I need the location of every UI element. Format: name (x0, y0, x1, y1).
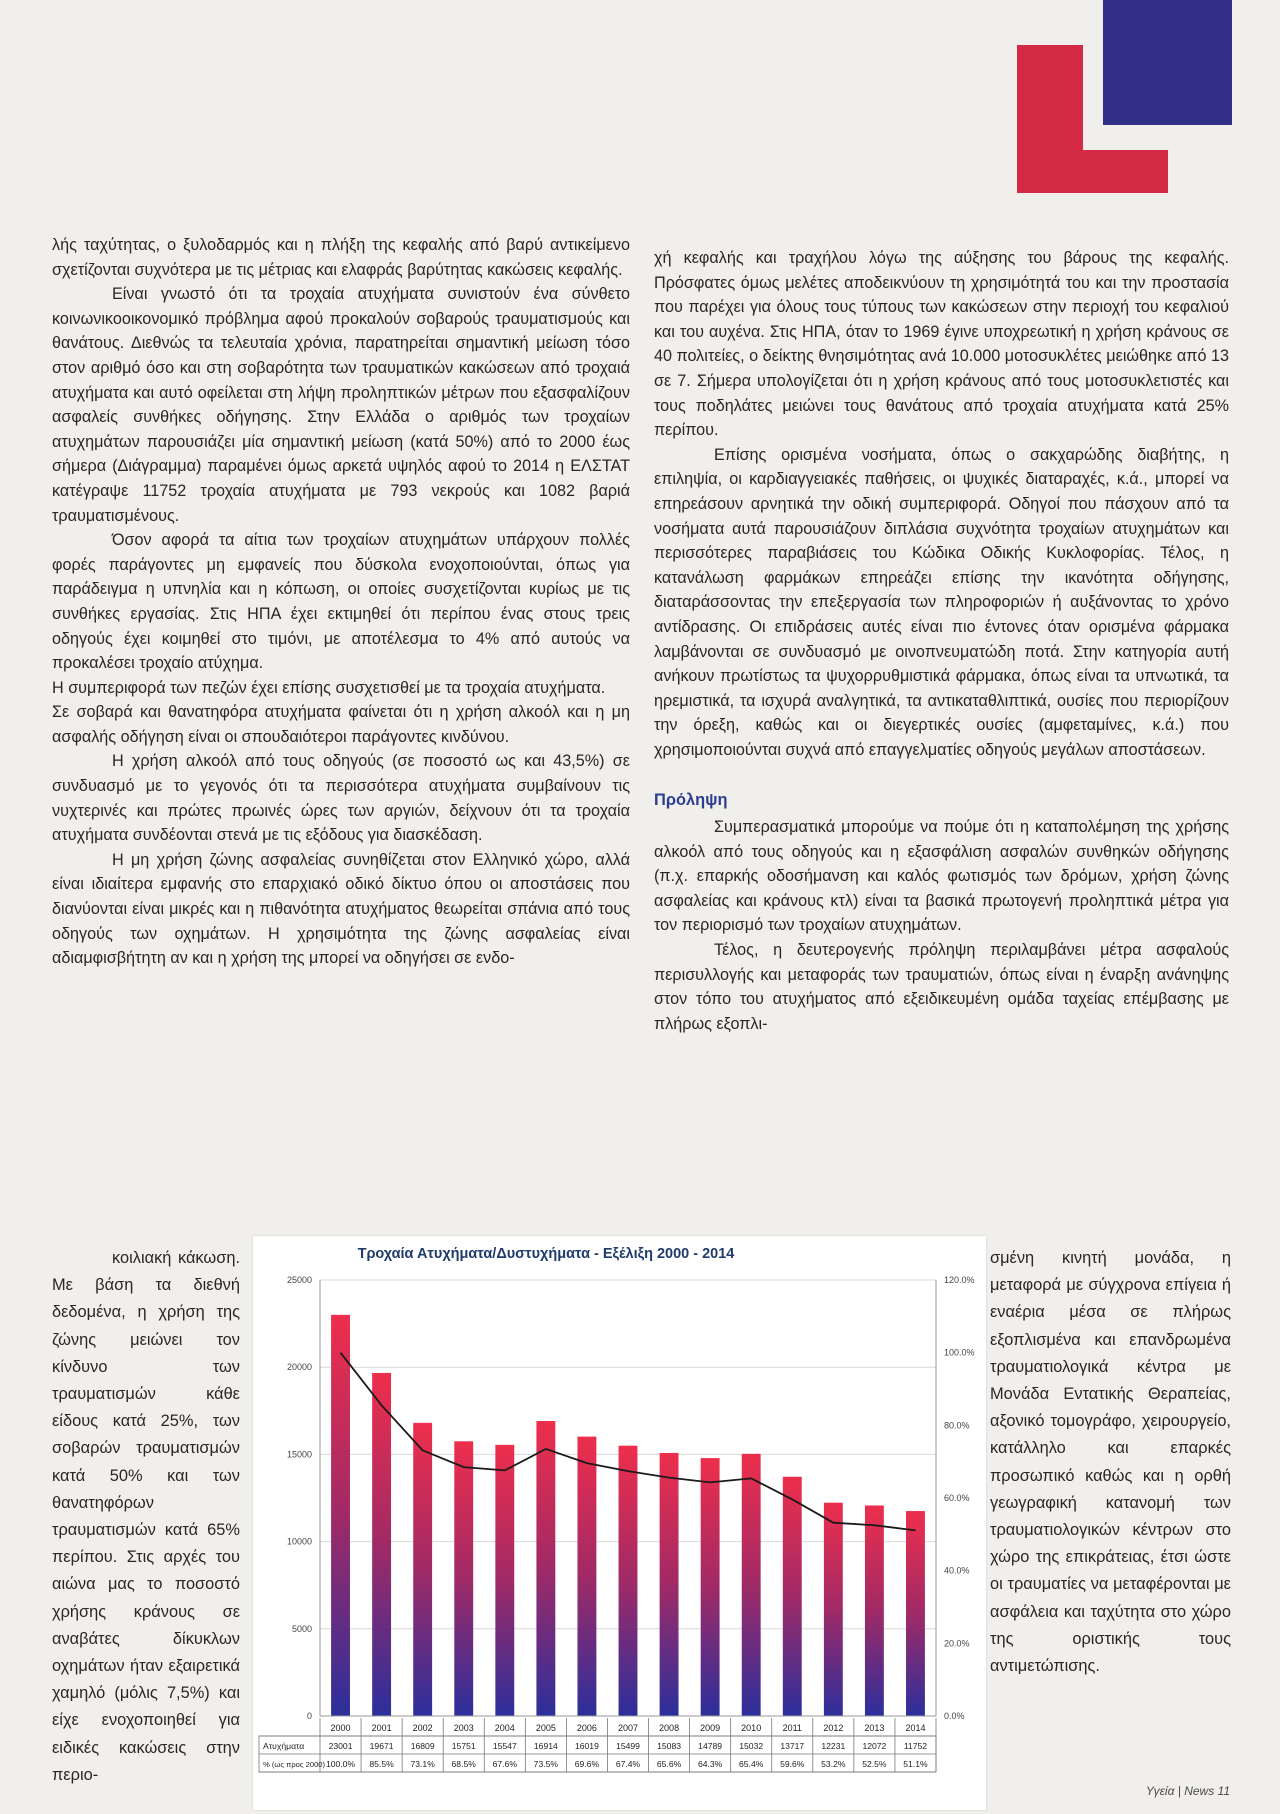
x-tick-label: 2003 (453, 1723, 474, 1733)
data-label-percent: 67.6% (492, 1759, 517, 1769)
bar (742, 1454, 761, 1716)
x-tick-label: 2001 (371, 1723, 392, 1733)
y2-tick-label: 0.0% (944, 1711, 965, 1721)
paragraph: Η μη χρήση ζώνης ασφαλείας συνηθίζεται στον Ελληνικό χώρο, αλλά είναι ιδιαίτερα εμφανής στο επαρχιακό οδικό δίκτυο όπου οι αποστάσεις που διανύονται είναι μικρές και η πιθανότητα ατυχήματος θεωρείται σπάνια από τους οδηγούς των οχημάτων. Η χρησιμότητα της ζώνης ασφαλείας είναι αδιαμφισβήτητη αν και η χρήση της μπορεί να οδηγήσει σε ενδο- (52, 850, 630, 968)
data-label-count: 12231 (821, 1741, 846, 1751)
bar (372, 1373, 391, 1716)
data-label-percent: 67.4% (615, 1759, 641, 1769)
data-label-count: 16019 (574, 1741, 599, 1751)
x-tick-label: 2009 (700, 1723, 721, 1733)
data-label-percent: 85.5% (369, 1759, 394, 1769)
y-tick-label: 15000 (286, 1449, 312, 1460)
accidents-chart (253, 1236, 986, 1810)
data-label-percent: 52.5% (862, 1759, 887, 1769)
series-label-percent: % (ως προς 2000) (263, 1760, 326, 1769)
data-label-percent: 65.6% (656, 1759, 682, 1769)
data-label-percent: 64.3% (697, 1759, 723, 1769)
x-tick-label: 2008 (659, 1723, 680, 1733)
paragraph: Σε σοβαρά και θανατηφόρα ατυχήματα φαίνεται ότι η χρήση αλκοόλ και η μη ασφαλής οδήγηση είναι οι σπουδαιότεροι παράγοντες κινδύνου. (52, 703, 630, 746)
y2-tick-label: 60.0% (944, 1493, 970, 1503)
x-tick-label: 2012 (823, 1723, 844, 1733)
y2-tick-label: 20.0% (944, 1638, 970, 1649)
bar (454, 1441, 473, 1716)
y-tick-label: 20000 (286, 1362, 312, 1373)
data-label-count: 13717 (780, 1741, 805, 1751)
data-label-count: 15499 (616, 1741, 640, 1751)
bar (824, 1503, 843, 1716)
y-tick-label: 0 (306, 1711, 312, 1721)
data-label-count: 15032 (739, 1741, 764, 1751)
decor-blue-square (1103, 0, 1232, 125)
data-label-count: 16809 (410, 1741, 435, 1751)
bar (865, 1505, 884, 1716)
article-column-right (654, 246, 1229, 1036)
bar (783, 1477, 802, 1716)
x-tick-label: 2007 (617, 1723, 639, 1733)
paragraph: Όσον αφορά τα αίτια των τροχαίων ατυχημάτων υπάρχουν πολλές φορές παράγοντες μη εμφανείς που δύσκολα ενοχοποιούνται, όπως για παράδειγμα η υπνηλία και η κόπωση, οι οποίες συσχετίζονται κυρίως με τις συνθήκες εργασίας. Στις ΗΠΑ έχει εκτιμηθεί ότι περίπου ένας στους τρεις οδηγούς έχει κοιμηθεί στο τιμόνι, με αποτέλεσμα το 4% από αυτούς να προκαλέσει τροχαίο ατύχημα. (52, 531, 630, 673)
data-label-count: 23001 (328, 1741, 353, 1751)
y2-tick-label: 100.0% (944, 1347, 975, 1358)
x-tick-label: 2004 (494, 1723, 515, 1733)
data-label-percent: 59.6% (780, 1759, 805, 1769)
data-label-percent: 65.4% (739, 1759, 764, 1769)
y-tick-label: 10000 (286, 1536, 312, 1547)
bar (536, 1421, 555, 1716)
x-tick-label: 2011 (782, 1723, 802, 1733)
bar (906, 1511, 925, 1716)
y-tick-label: 5000 (291, 1623, 312, 1634)
bar (660, 1453, 679, 1716)
paragraph: Η συμπεριφορά των πεζών έχει επίσης συσχετισθεί με τα τροχαία ατυχήματα. (52, 678, 606, 697)
y2-tick-label: 120.0% (944, 1275, 975, 1285)
chart-title: Τροχαία Ατυχήματα/Δυστυχήματα - Εξέλιξη 2000 - 2014 (357, 1246, 735, 1262)
data-label-count: 15547 (492, 1741, 517, 1751)
x-tick-label: 2005 (535, 1723, 556, 1733)
paragraph: Είναι γνωστό ότι τα τροχαία ατυχήματα συνιστούν ένα σύνθετο κοινωνικοοικονομικό πρόβλημα αφού προκαλούν σοβαρούς τραυματισμούς και θανάτους. Διεθνώς τα τελευταία χρόνια, παρατηρείται σημαντική μείωση τόσο στον αριθμό όσο και στη σοβαρότητα των τραυματικών κακώσεων από τροχαιά ατυχήματα και αυτό οφείλεται στη λήψη προληπτικών μέτρων που εξασφαλίζουν ασφαλείς συνθήκες οδήγησης. Στην Ελλάδα ο αριθμός των τροχαίων ατυχημάτων παρουσιάζει μία σημαντική μείωση (κατά 50%) από το 2000 έως σήμερα (Διάγραμμα) παραμένει όμως αρκετά υψηλός αφού το 2014 η ΕΛΣΤΑΤ κατέγραψε 11752 τροχαία ατυχήματα με 793 νεκρούς και 1082 βαριά τραυματισμένους. (52, 285, 630, 525)
paragraph: σμένη κινητή μονάδα, η μεταφορά με σύγχρονα επίγεια ή εναέρια μέσα σε πλήρως εξοπλισμένα και επανδρωμένα τραυματιολογικά κέντρα με Μονάδα Εντατικής Θεραπείας, αξονικό τομογράφο, χειρουργείο, κατάλληλο και επαρκές προσωπικό καθώς και η ορθή γεωγραφική κατανομή των τραυματιολογικών κέντρων στο χώρο της επικράτειας, έτσι ώστε οι τραυματίες να μεταφέρονται με ασφάλεια και ταχύτητα στο χώρο της οριστικής τους αντιμετώπισης. (990, 1249, 1231, 1676)
data-label-percent: 68.5% (451, 1759, 476, 1769)
article-column-left (52, 233, 630, 971)
x-tick-label: 2006 (576, 1723, 597, 1733)
y-tick-label: 25000 (286, 1275, 312, 1285)
article-narrow-left (52, 1245, 240, 1789)
data-label-percent: 100.0% (325, 1759, 356, 1769)
data-label-count: 14789 (698, 1741, 723, 1751)
article-narrow-right (990, 1245, 1231, 1680)
data-label-count: 15083 (657, 1741, 682, 1751)
data-label-percent: 53.2% (821, 1759, 846, 1769)
paragraph: χή κεφαλής και τραχήλου λόγω της αύξησης του βάρους της κεφαλής. Πρόσφατες όμως μελέτες αποδεικνύουν τη χρησιμότητά του και την προστασία που παρέχει για όλους τους τύπους των κακώσεων στην περιοχή του κεφαλιού και του αυχένα. Στις ΗΠΑ, όταν το 1969 έγινε υποχρεωτική η χρήση κράνους σε 40 πολιτείες, ο δείκτης θνησιμότητας ανά 10.000 μοτοσυκλέτες μειώθηκε από 13 σε 7. Σήμερα υπολογίζεται ότι η χρήση κράνους από τους μοτοσυκλετιστές και τους ποδηλάτες μειώνει τους θανάτους από τροχαία ατυχήματα κατά 25% περίπου. (654, 249, 1229, 440)
x-tick-label: 2013 (864, 1723, 885, 1733)
paragraph: Επίσης ορισμένα νοσήματα, όπως ο σακχαρώδης διαβήτης, η επιληψία, οι καρδιαγγειακές παθήσεις, οι ψυχικές διαταραχές, κ.ά., μπορεί να επηρεάσουν αρνητικά την οδική συμπεριφορά. Οδηγοί που πάσχουν από τα νοσήματα αυτά παρουσιάζουν διπλάσια συχνότητα τροχαίων ατυχημάτων και περισσότερες παραβιάσεις του Κώδικα Οδικής Κυκλοφορίας. Τέλος, η κατανάλωση φαρμάκων επηρεάζει επίσης την ικανότητα οδήγησης, διαταράσσοντας την επεξεργασία των πληροφοριών ή αυξάνοντας το χρόνο αντίδρασης. Οι επιδράσεις αυτές είναι πιο έντονες όταν ορισμένα φάρμακα λαμβάνονται σε συνδυασμό με οινοπνευματώδη ποτά. Στην κατηγορία αυτή ανήκουν πρωτίστως τα ψυχορρυθμιστικά φάρμακα, όπως είναι τα υπνωτικά, τα ηρεμιστικά, τα ισχυρά αναλγητικά, τα αντικαταθλιπτικά, ουσίες που περιορίζουν την όρεξη, καθώς και οι διεγερτικές ουσίες (αμφεταμίνες, κ.ά.) που χρησιμοποιούνται συχνά από επαγγελματίες οδηγούς μεγάλων αποστάσεων. (654, 445, 1229, 759)
chart-panel (253, 1236, 986, 1810)
data-label-count: 12072 (862, 1741, 887, 1751)
data-label-percent: 73.5% (533, 1759, 559, 1769)
series-label-count: Ατυχήματα (263, 1741, 305, 1751)
data-label-count: 15751 (451, 1741, 476, 1751)
x-tick-label: 2002 (412, 1723, 433, 1733)
paragraph: κοιλιακή κάκωση. Με βάση τα διεθνή δεδομένα, η χρήση της ζώνης μειώνει τον κίνδυνο των τραυματισμών κάθε είδους κατά 25%, των σοβαρών τραυματισμών κατά 50% και των θανατηφόρων τραυματισμών κατά 65% περίπου. Στις αρχές του αιώνα μας το ποσοστό χρήσης κράνους σε αναβάτες δίκυκλων οχημάτων ήταν εξαιρετικά χαμηλό (μόλις 7,5%) και είχε ενοχοποιηθεί για ειδικές κακώσεις στην περιο- (52, 1249, 240, 1784)
paragraph: Συμπερασματικά μπορούμε να πούμε ότι η καταπολέμηση της χρήσης αλκοόλ από τους οδηγούς και η εξασφάλιση ασφαλών συνθηκών οδήγησης (π.χ. επαρκής οδοσήμανση και καλός φωτισμός των δρόμων, χρήση ζώνης ασφαλείας και κράνους κτλ) είναι τα βασικά πρωτογενή προληπτικά μέτρα για τον περιορισμό των τροχαίων ατυχημάτων. (654, 818, 1229, 935)
y2-tick-label: 80.0% (944, 1420, 970, 1431)
data-label-count: 16914 (533, 1741, 558, 1751)
bar (413, 1423, 432, 1716)
data-label-percent: 69.6% (574, 1759, 600, 1769)
bar (331, 1315, 350, 1716)
bar (619, 1446, 638, 1716)
data-label-percent: 73.1% (410, 1759, 435, 1769)
y2-tick-label: 40.0% (944, 1565, 970, 1576)
x-tick-label: 2014 (905, 1723, 926, 1733)
paragraph: λής ταχύτητας, ο ξυλοδαρμός και η πλήξη της κεφαλής από βαρύ αντικείμενο σχετίζονται συχνότερα με τις μέτριας και ελαφράς βαρύτητας κακώσεις κεφαλής. (52, 236, 630, 279)
x-tick-label: 2010 (741, 1723, 762, 1733)
data-label-count: 11752 (903, 1741, 928, 1751)
bar (495, 1445, 514, 1716)
bar (577, 1437, 596, 1716)
page-footer: Υγεία | News 11 (1145, 1784, 1230, 1798)
paragraph: Η χρήση αλκοόλ από τους οδηγούς (σε ποσοστό ως και 43,5%) σε συνδυασμό με το γεγονός ότι τα περισσότερα ατυχήματα συμβαίνουν τις νυχτερινές και πρώτες πρωινές ώρες των αργιών, δείχνουν ότι τα τροχαία ατυχήματα συνδέονται στενά με τις εξόδους για διασκέδαση. (52, 752, 630, 845)
bar (701, 1458, 720, 1716)
section-heading: Πρόληψη (654, 791, 728, 810)
data-label-percent: 51.1% (903, 1759, 928, 1769)
data-label-count: 19671 (369, 1741, 394, 1751)
decor-red-bracket-foot (1017, 150, 1168, 193)
x-tick-label: 2000 (330, 1723, 351, 1733)
paragraph: Τέλος, η δευτερογενής πρόληψη περιλαμβάνει μέτρα ασφαλούς περισυλλογής και μεταφοράς των τραυματιών, όπως είναι η έναρξη ανάνηψης στον τόπο του ατυχήματος από εξειδικευμένη ομάδα ταχείας επέμβασης με πλήρως εξοπλι- (654, 941, 1229, 1033)
